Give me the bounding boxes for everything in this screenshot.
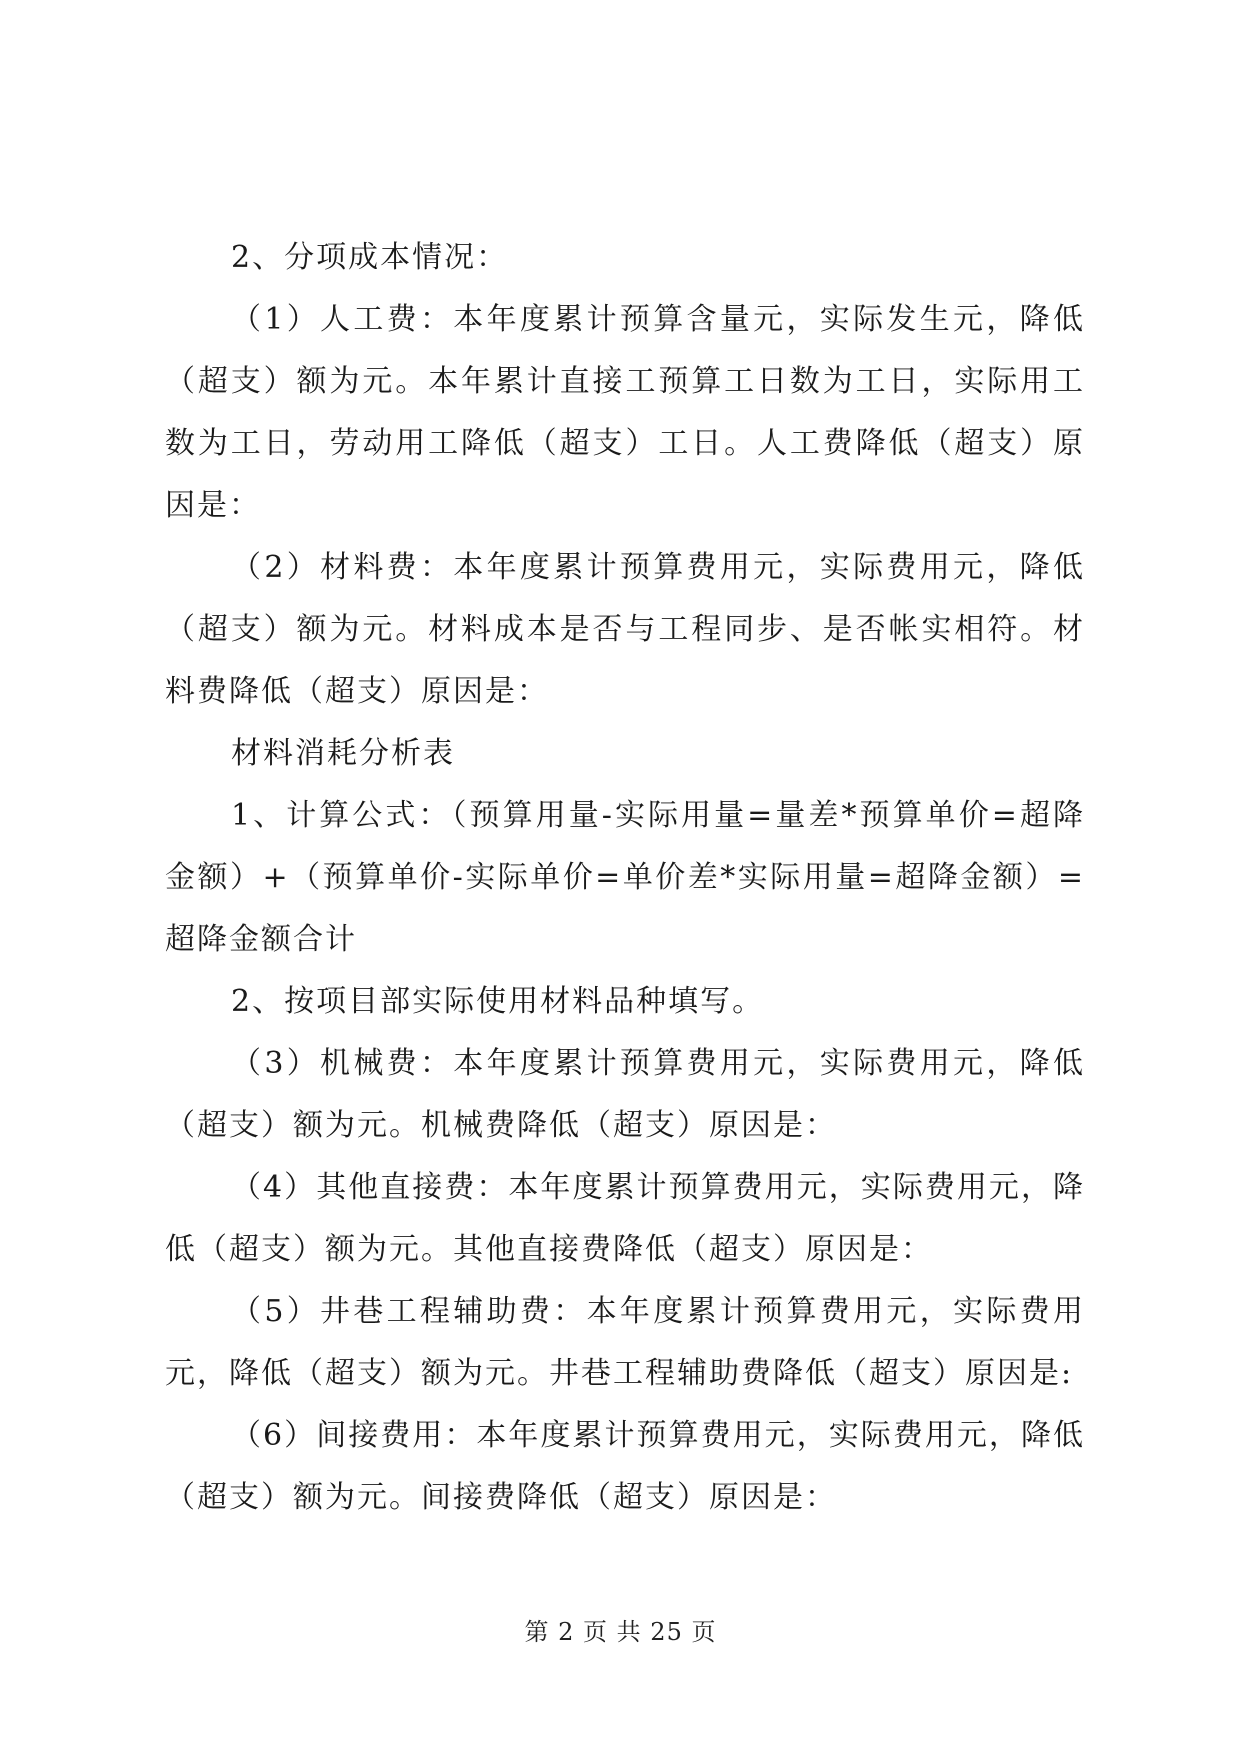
paragraph-cost-breakdown-heading: 2、分项成本情况： <box>231 240 509 275</box>
paragraph-material-cost: （2）材料费：本年度累计预算费用元，实际费用元，降低（超支）额为元。材料成本是否与工程同步、是否帐实相符。材料费降低（超支）原因是： <box>165 550 1085 709</box>
paragraph-other-direct-cost: （4）其他直接费：本年度累计预算费用元，实际费用元，降低（超支）额为元。其他直接费降低（超支）原因是： <box>165 1170 1085 1267</box>
paragraph-shaft-auxiliary-cost: （5）井巷工程辅助费：本年度累计预算费用元，实际费用元，降低（超支）额为元。井巷工程辅助费降低（超支）原因是: <box>165 1294 1085 1391</box>
page-footer: 第 2 页 共 25 页 <box>524 1618 717 1646</box>
paragraph-indirect-cost: （6）间接费用：本年度累计预算费用元，实际费用元，降低（超支）额为元。间接费降低（超支）原因是： <box>165 1418 1085 1515</box>
paragraph-fill-instruction: 2、按项目部实际使用材料品种填写。 <box>231 984 765 1019</box>
paragraph-machinery-cost: （3）机械费：本年度累计预算费用元，实际费用元，降低（超支）额为元。机械费降低（超支）原因是： <box>165 1046 1085 1143</box>
paragraph-formula: 1、计算公式：（预算用量-实际用量=量差*预算单价=超降金额）+（预算单价-实际单价=单价差*实际用量=超降金额）=超降金额合计 <box>165 798 1085 957</box>
paragraph-labor-cost: （1）人工费：本年度累计预算含量元，实际发生元，降低（超支）额为元。本年累计直接工预算工日数为工日，实际用工数为工日，劳动用工降低（超支）工日。人工费降低（超支）原因是： <box>165 302 1085 523</box>
document-body <box>165 227 1085 1529</box>
paragraph-material-table-title: 材料消耗分析表 <box>231 736 455 771</box>
